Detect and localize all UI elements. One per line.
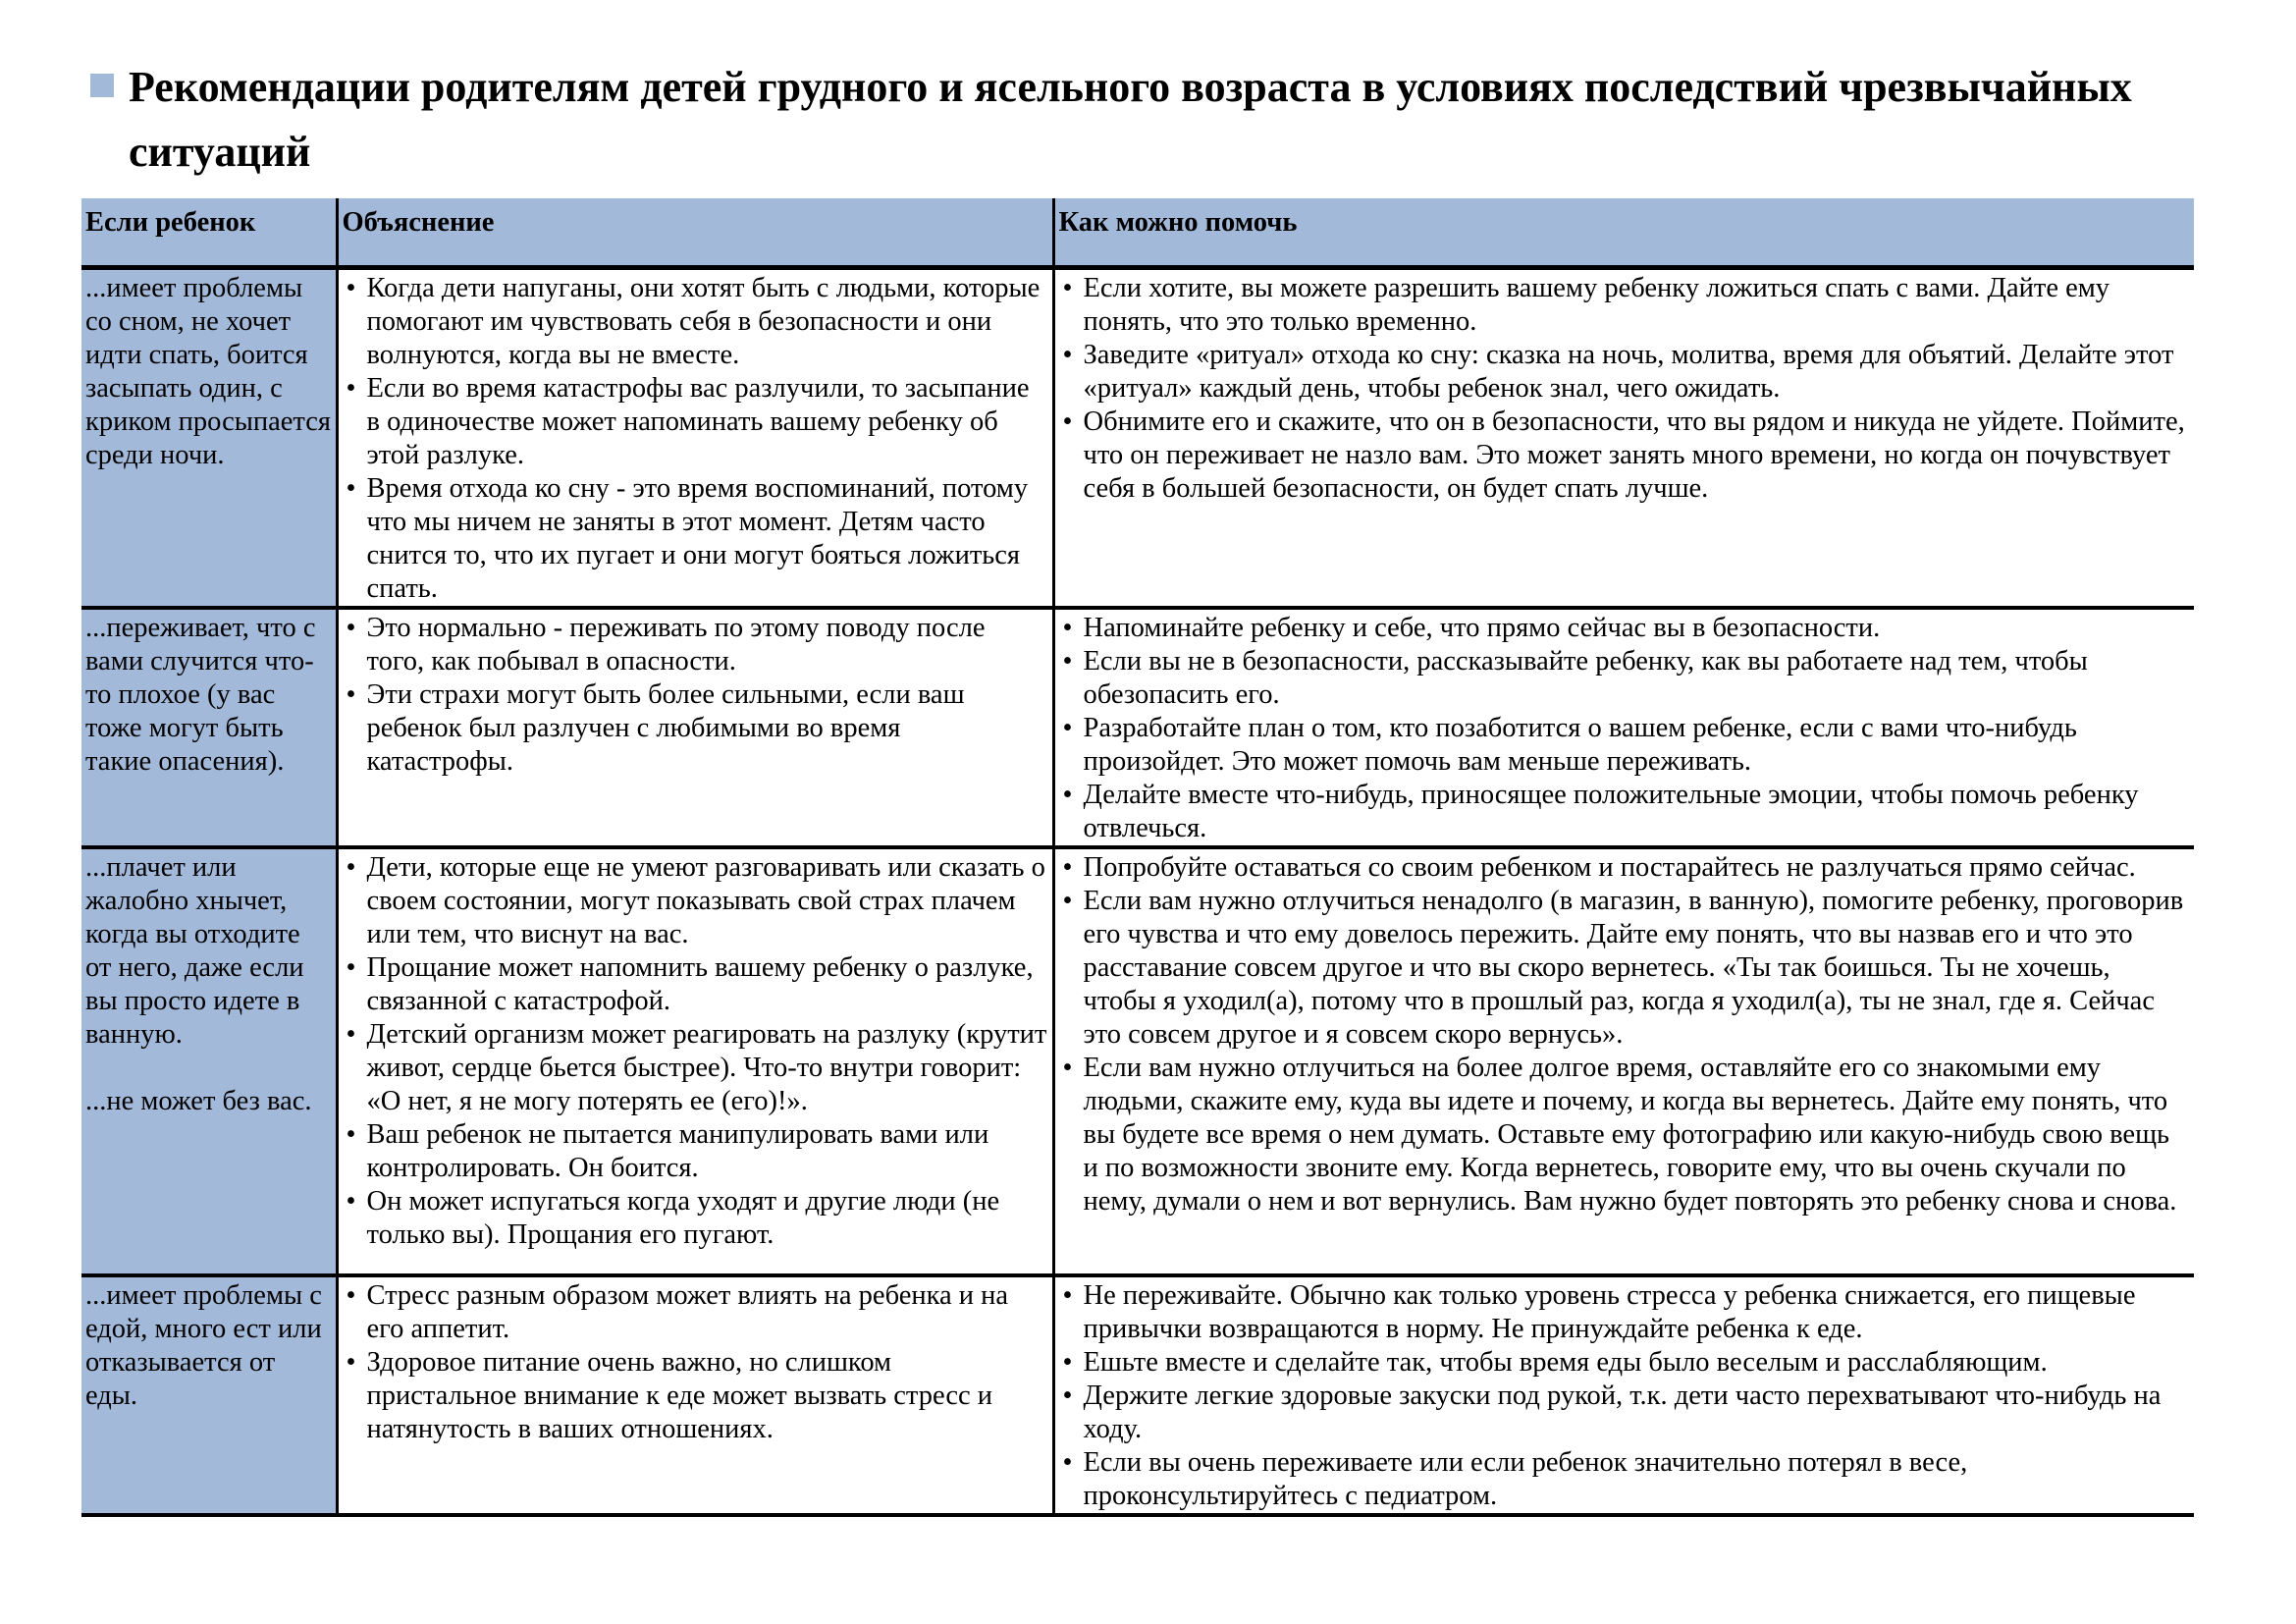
explanation-cell <box>337 847 1053 1275</box>
condition-cell <box>81 847 337 1275</box>
help-item: • Напоминайте ребенку и себе, что прямо сейчас вы в безопасности. <box>1059 612 2191 645</box>
condition-text: ...плачет или жалобно хнычет, когда вы отходите от него, даже если вы просто идете в ванную. <box>85 852 304 1050</box>
table-header-row <box>81 200 2194 268</box>
help-item: • Ешьте вместе и сделайте так, чтобы время еды было веселым и расслабляющим. <box>1059 1346 2191 1380</box>
explanation-cell <box>337 1275 1053 1515</box>
condition-text: ...переживает, что с вами случится что-то плохое (у вас тоже могут быть такие опасения). <box>85 613 316 777</box>
help-item: • Держите легкие здоровые закуски под рукой, т.к. дети часто перехватывают что-нибудь на ходу. <box>1059 1380 2191 1446</box>
condition-text: ...имеет проблемы со сном, не хочет идти спать, боится засыпать один, с криком просыпается среди ночи. <box>85 273 331 470</box>
help-cell <box>1053 608 2194 847</box>
explanation-item: • Здоровое питание очень важно, но слишком пристальное внимание к еде может вызвать стресс и натянутость в ваших отношениях. <box>343 1346 1048 1446</box>
help-item: • Делайте вместе что-нибудь, приносящее положительные эмоции, чтобы помочь ребенку отвлечься. <box>1059 779 2191 845</box>
help-item: • Попробуйте оставаться со своим ребенком и постарайтесь не разлучаться прямо сейчас. <box>1059 851 2191 885</box>
page-title: Рекомендации родителям детей грудного и ясельного возраста в условиях последствий чрезвычайных ситуаций <box>129 63 2132 176</box>
help-item: • Если вы не в безопасности, рассказывайте ребенку, как вы работаете над тем, чтобы обезопасить его. <box>1059 645 2191 712</box>
table-row <box>81 1275 2194 1515</box>
title-block <box>90 55 2201 185</box>
condition-cell <box>81 268 337 609</box>
help-item: • Если хотите, вы можете разрешить вашему ребенку ложиться спать с вами. Дайте ему понять, что это только временно. <box>1059 272 2191 339</box>
explanation-item: • Прощание может напомнить вашему ребенку о разлуке, связанной с катастрофой. <box>343 951 1048 1018</box>
table-row <box>81 608 2194 847</box>
recommendations-table <box>81 198 2194 1517</box>
explanation-cell <box>337 608 1053 847</box>
explanation-item: • Дети, которые еще не умеют разговаривать или сказать о своем состоянии, могут показывать свой страх плачем или тем, что виснут на вас. <box>343 851 1048 951</box>
condition-cell <box>81 1275 337 1515</box>
help-item: • Не переживайте. Обычно как только уровень стресса у ребенка снижается, его пищевые привычки возвращаются в норму. Не принуждайте ребенка к еде. <box>1059 1279 2191 1346</box>
help-item: • Разработайте план о том, кто позаботится о вашем ребенке, если с вами что-нибудь произойдет. Это может помочь вам меньше переживать. <box>1059 712 2191 779</box>
title-bullet-square-icon <box>90 74 114 97</box>
explanation-item: • Если во время катастрофы вас разлучили, то засыпание в одиночестве может напоминать вашему ребенку об этой разлуке. <box>343 372 1048 472</box>
explanation-item: • Когда дети напуганы, они хотят быть с людьми, которые помогают им чувствовать себя в безопасности и они волнуются, когда вы не вместе. <box>343 272 1048 372</box>
header-explanation: Объяснение <box>337 200 1053 268</box>
explanation-item: • Ваш ребенок не пытается манипулировать вами или контролировать. Он боится. <box>343 1118 1048 1185</box>
condition-text: ...имеет проблемы с едой, много ест или отказывается от еды. <box>85 1280 322 1411</box>
explanation-item: • Детский организм может реагировать на разлуку (крутит живот, сердце бьется быстрее). Что-то внутри говорит: «О нет, я не могу потерять ее (его)!». <box>343 1018 1048 1118</box>
explanation-item: • Это нормально - переживать по этому поводу после того, как побывал в опасности. <box>343 612 1048 678</box>
explanation-item: • Время отхода ко сну - это время воспоминаний, потому что мы ничем не заняты в этот момент. Детям часто снится то, что их пугает и они могут бояться ложиться спать. <box>343 472 1048 606</box>
condition-cell <box>81 608 337 847</box>
explanation-item: • Он может испугаться когда уходят и другие люди (не только вы). Прощания его пугают. <box>343 1185 1048 1252</box>
condition-text: ...не может без вас. <box>85 1086 312 1116</box>
help-item: • Если вы очень переживаете или если ребенок значительно потерял в весе, проконсультируйтесь с педиатром. <box>1059 1446 2191 1513</box>
help-item: • Заведите «ритуал» отхода ко сну: сказка на ночь, молитва, время для объятий. Делайте этот «ритуал» каждый день, чтобы ребенок знал, чего ожидать. <box>1059 339 2191 406</box>
help-cell <box>1053 1275 2194 1515</box>
table-row <box>81 847 2194 1275</box>
help-item: • Обнимите его и скажите, что он в безопасности, что вы рядом и никуда не уйдете. Поймите, что он переживает не назло вам. Это может занять много времени, но когда он почувствует себя в большей безопасности, он будет спать лучше. <box>1059 406 2191 506</box>
explanation-item: • Эти страхи могут быть более сильными, если ваш ребенок был разлучен с любимыми во время катастрофы. <box>343 678 1048 779</box>
help-cell <box>1053 847 2194 1275</box>
header-condition: Если ребенок <box>81 200 337 268</box>
explanation-item: • Стресс разным образом может влиять на ребенка и на его аппетит. <box>343 1279 1048 1346</box>
help-cell <box>1053 268 2194 609</box>
header-help: Как можно помочь <box>1053 200 2194 268</box>
explanation-cell <box>337 268 1053 609</box>
help-item: • Если вам нужно отлучиться на более долгое время, оставляйте его со знакомыми ему людьми, скажите ему, куда вы идете и почему, и когда вы вернетесь. Дайте ему понять, что вы будете все время о нем думать. Оставьте ему фотографию или какую-нибудь свою вещь и по возможности звоните ему. Когда вернетесь, говорите ему, что вы очень скучали по нему, думали о нем и вот вернулись. Вам нужно будет повторять это ребенку снова и снова. <box>1059 1052 2191 1218</box>
table-row <box>81 268 2194 609</box>
help-item: • Если вам нужно отлучиться ненадолго (в магазин, в ванную), помогите ребенку, проговорив его чувства и что ему довелось пережить. Дайте ему понять, что вы назвав его и что это расставание совсем другое и что вы скоро вернетесь. «Ты так боишься. Ты не хочешь, чтобы я уходил(а), потому что в прошлый раз, когда я уходил(а), ты не знал, где я. Сейчас это совсем другое и я совсем скоро вернусь». <box>1059 885 2191 1052</box>
